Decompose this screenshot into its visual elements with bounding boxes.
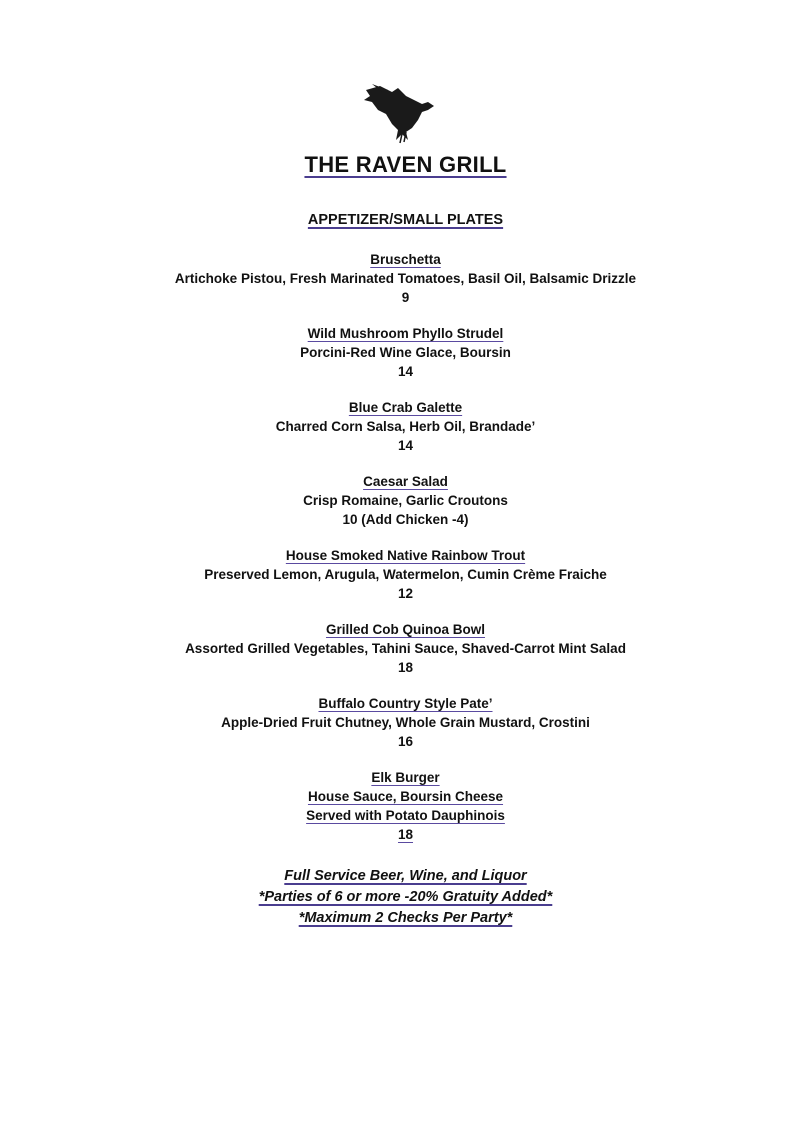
item-name: House Smoked Native Rainbow Trout: [285, 548, 526, 563]
section-heading: APPETIZER/SMALL PLATES: [307, 212, 504, 228]
menu-items: [0, 250, 811, 844]
footer-notes: [0, 866, 811, 929]
item-price: 12: [397, 586, 414, 601]
item-description: Porcini-Red Wine Glace, Boursin: [300, 345, 511, 360]
menu-item: [0, 546, 811, 620]
raven-icon: [362, 82, 438, 144]
item-name: Elk Burger: [371, 770, 440, 785]
footer-line: *Maximum 2 Checks Per Party*: [298, 910, 513, 926]
menu-item: [0, 250, 811, 324]
item-description: Preserved Lemon, Arugula, Watermelon, Cumin Crème Fraiche: [204, 567, 607, 582]
menu-item: [0, 398, 811, 472]
item-description: Artichoke Pistou, Fresh Marinated Tomatoes, Basil Oil, Balsamic Drizzle: [174, 271, 637, 286]
item-name: Blue Crab Galette: [348, 400, 463, 415]
item-name: Buffalo Country Style Pate’: [318, 696, 493, 711]
footer-line: Full Service Beer, Wine, and Liquor: [284, 868, 527, 884]
item-description: Assorted Grilled Vegetables, Tahini Sauce, Shaved-Carrot Mint Salad: [185, 641, 626, 656]
item-price: 18: [397, 660, 414, 675]
menu-item-burger: [0, 768, 811, 844]
menu-item: [0, 620, 811, 694]
item-description: Served with Potato Dauphinois: [306, 808, 505, 823]
item-price: 18: [397, 827, 414, 842]
menu-item: [0, 324, 811, 398]
item-description: Apple-Dried Fruit Chutney, Whole Grain Mustard, Crostini: [221, 715, 590, 730]
item-name: Wild Mushroom Phyllo Strudel: [307, 326, 504, 341]
item-price: 16: [397, 734, 414, 749]
menu-item: [0, 694, 811, 768]
footer-line: *Parties of 6 or more -20% Gratuity Added*: [258, 889, 553, 905]
item-name: Grilled Cob Quinoa Bowl: [325, 622, 485, 637]
item-price: 14: [397, 438, 414, 453]
menu-item: [0, 472, 811, 546]
item-description: Crisp Romaine, Garlic Croutons: [303, 493, 508, 508]
item-name: Caesar Salad: [363, 474, 448, 489]
page-title: THE RAVEN GRILL: [304, 152, 507, 177]
item-price: 10 (Add Chicken -4): [342, 512, 469, 527]
item-description: House Sauce, Boursin Cheese: [307, 789, 504, 804]
item-name: Bruschetta: [370, 252, 441, 267]
item-price: 14: [397, 364, 414, 379]
item-description: Charred Corn Salsa, Herb Oil, Brandade’: [275, 419, 536, 434]
item-price: 9: [401, 290, 410, 305]
